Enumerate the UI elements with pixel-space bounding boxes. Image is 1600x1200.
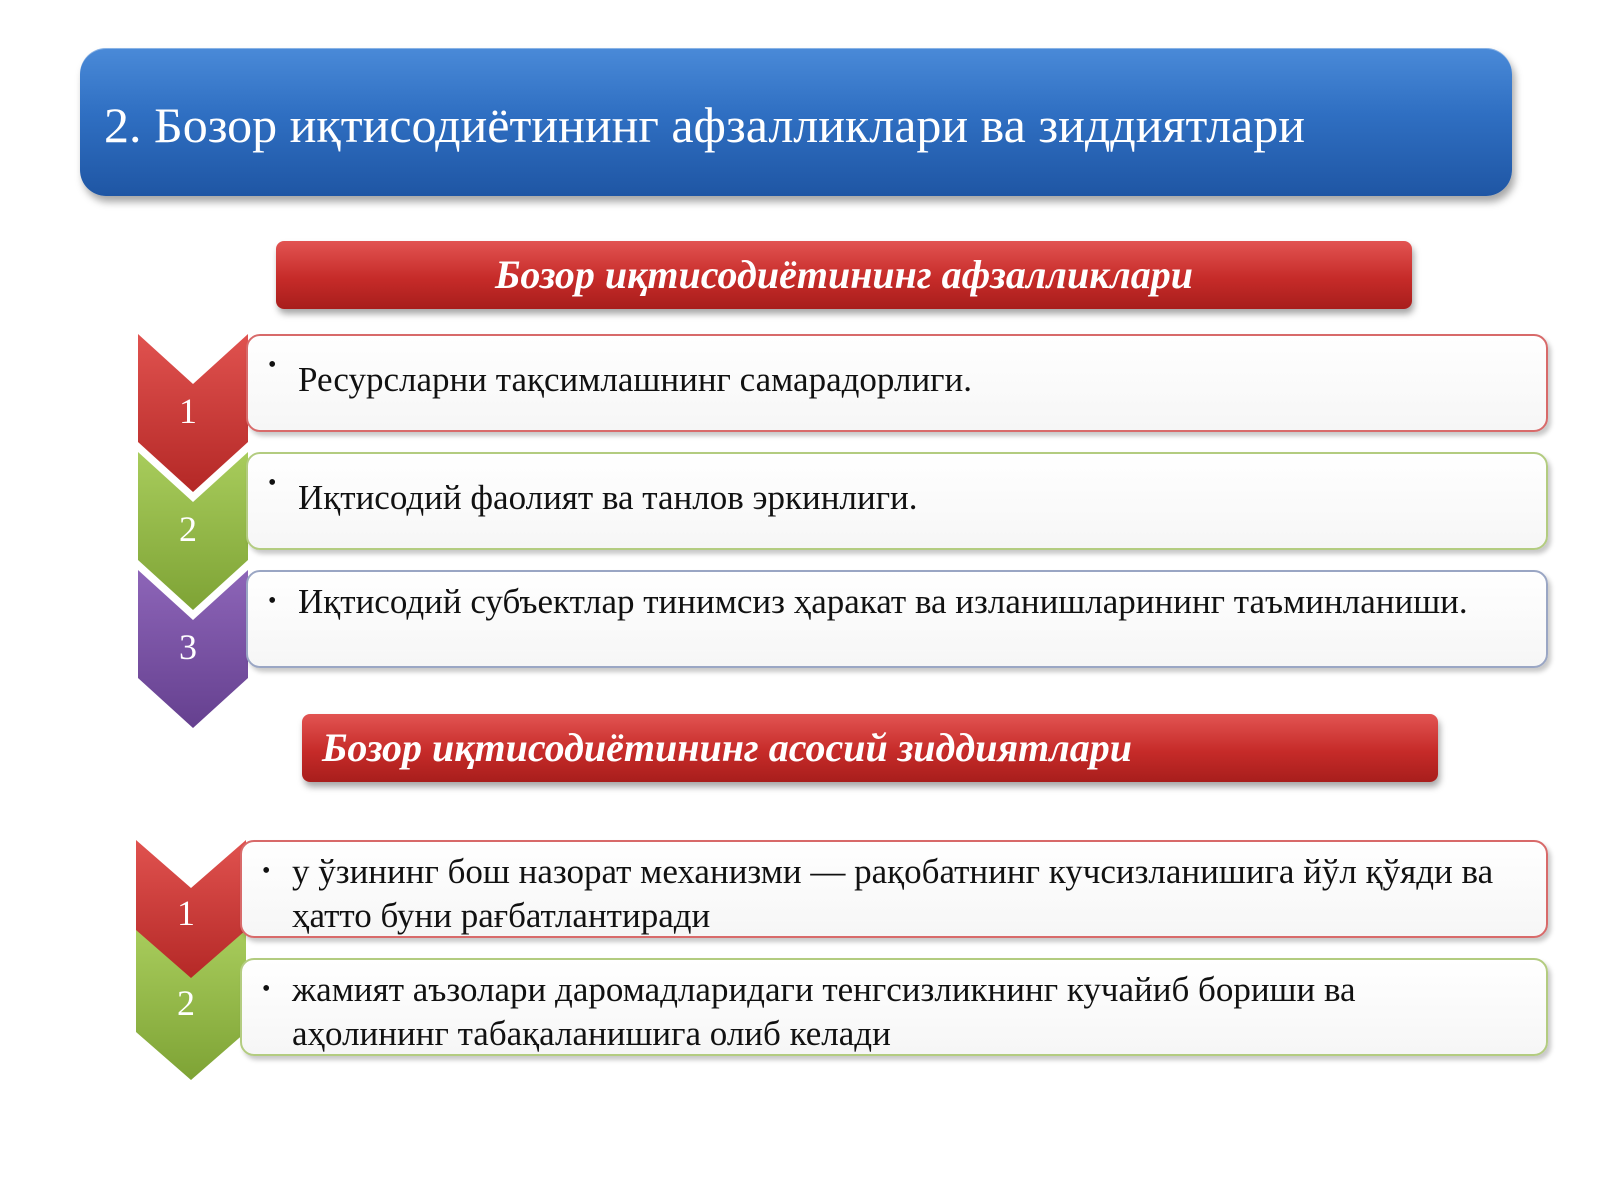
contradiction-text: жамият аъзолари даромадларидаги тенгсизликнинг кучайиб бориши ва аҳолининг табақаланишига олиб келади bbox=[292, 970, 1356, 1053]
page-title: 2. Бозор иқтисодиётининг афзалликлари ва зиддиятлари bbox=[104, 97, 1305, 153]
contradiction-item-2 bbox=[240, 958, 1548, 1056]
title-bar bbox=[80, 48, 1512, 196]
bullet: • bbox=[268, 352, 277, 378]
contradiction-item-1 bbox=[240, 840, 1548, 938]
bullet: • bbox=[262, 858, 271, 884]
contradictions-header bbox=[302, 714, 1438, 782]
advantage-text: Иқтисодий фаолият ва танлов эркинлиги. bbox=[298, 478, 918, 517]
chevron-number: 2 bbox=[177, 983, 195, 1023]
advantage-item-1 bbox=[246, 334, 1548, 432]
chevron-number: 1 bbox=[179, 391, 197, 431]
chevron-number: 2 bbox=[179, 509, 197, 549]
contradictions-header-text: Бозор иқтисодиётининг асосий зиддиятлари bbox=[322, 725, 1132, 770]
advantage-text: Ресурсларни тақсимлашнинг самарадорлиги. bbox=[298, 360, 973, 399]
chevron-number: 1 bbox=[177, 893, 195, 933]
chevron-3 bbox=[138, 570, 248, 728]
advantage-text: Иқтисодий субъектлар тинимсиз ҳаракат ва изланишларининг таъминланиши. bbox=[298, 582, 1468, 621]
chevron-number: 3 bbox=[179, 627, 197, 667]
advantage-item-2 bbox=[246, 452, 1548, 550]
chevron-2 bbox=[136, 930, 246, 1088]
contradiction-text: у ўзининг бош назорат механизми — рақобатнинг кучсизланишига йўл қўяди ва ҳатто буни рағбатлантиради bbox=[292, 852, 1494, 935]
bullet: • bbox=[262, 976, 271, 1002]
bullet: • bbox=[268, 588, 277, 614]
advantages-header: Бозор иқтисодиётининг афзалликлари bbox=[276, 241, 1412, 309]
bullet: • bbox=[268, 470, 277, 496]
advantage-item-3 bbox=[246, 570, 1548, 668]
